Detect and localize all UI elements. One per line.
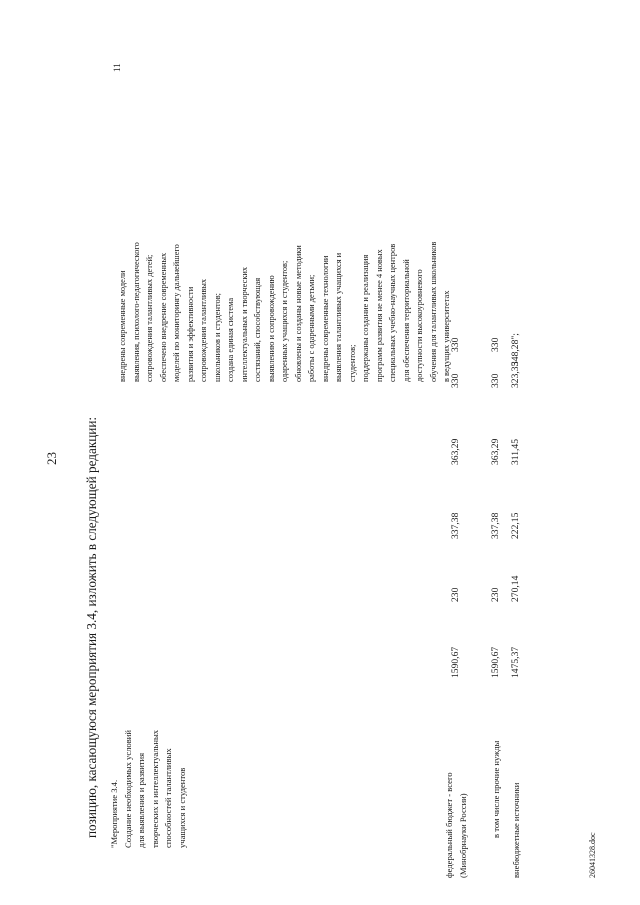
value-cell: 330 (490, 337, 501, 352)
result-line: развития и эффективности (185, 286, 195, 382)
row-label-line: в том числе прочие нужды (491, 740, 501, 838)
measure-title-line: учащихся и студентов (176, 767, 187, 848)
corner-page-number: 11 (112, 63, 122, 72)
value-cell: 348,28"; (510, 333, 521, 366)
row-label-line: внебюджетные источники (511, 782, 521, 878)
value-cell: 337,38 (490, 512, 501, 539)
result-line: состязаний, способствующая (253, 277, 262, 382)
measure-title-line: Создание необходимых условий (122, 730, 133, 848)
value-cell: 270,14 (510, 575, 521, 602)
measure-title-line: для выявления и развития (136, 752, 146, 848)
value-cell: 1475,37 (510, 646, 521, 678)
value-cell: 1590,67 (490, 646, 501, 678)
value-cell: 1590,67 (450, 646, 461, 678)
result-line: в ведущих университетах (442, 290, 451, 382)
result-line: специальных учебно-научных центров (388, 243, 397, 382)
intro-text: позицию, касающуюся мероприятия 3.4, изложить в следующей редакции: (84, 416, 99, 838)
result-line: создана единая система (226, 297, 235, 382)
value-cell: 222,15 (510, 512, 521, 539)
value-cell: 330 (450, 337, 461, 352)
measure-title (108, 730, 189, 848)
result-line: интеллектуальных и творческих (239, 266, 249, 382)
result-line: школьников и студентов; (212, 293, 222, 382)
result-line: программ развития не менее 4 новых (374, 249, 384, 382)
measure-title-line: способностей талантливых (163, 748, 173, 848)
expected-results (116, 242, 454, 382)
footer-filename: 26041328.doc (588, 832, 597, 878)
result-line: внедрены современные модели (118, 270, 127, 382)
value-cell: 230 (450, 587, 461, 602)
row-label-extrabudget (510, 783, 524, 878)
value-cell: 311,45 (510, 438, 521, 465)
result-line: внедрены современные технологии (320, 255, 330, 382)
result-line: для обеспечения территориальной (401, 259, 411, 382)
result-line: выявлению и сопровождению (266, 275, 276, 382)
result-line: обучения для талантливых школьников (428, 241, 438, 382)
value-cell: 323,35 (510, 361, 521, 388)
value-cell: 337,38 (450, 512, 461, 539)
result-line: работы с одаренными детьми; (307, 274, 316, 382)
result-line: доступности высокоуровневого (415, 269, 424, 382)
value-cell: 230 (490, 587, 501, 602)
result-line: обеспечено внедрение современных (158, 252, 168, 382)
value-cell: 330 (450, 373, 461, 388)
value-cell: 330 (490, 373, 501, 388)
result-line: сопровождения талантливых детей; (145, 254, 154, 382)
result-line: обновлены и созданы новые методики (293, 245, 303, 382)
result-line: выявления, психолого-педагогического (131, 242, 141, 382)
result-line: одаренных учащихся и студентов; (280, 260, 289, 382)
row-label-line: (Минобрнауки России) (457, 793, 468, 878)
row-label-other-needs (490, 741, 504, 838)
measure-title-line: творческих и интеллектуальных (149, 729, 160, 848)
page-number: 23 (44, 452, 59, 465)
row-label-federal (443, 772, 470, 878)
value-cell: 363,29 (490, 438, 501, 465)
result-line: студентов; (347, 344, 357, 382)
row-label-line: федеральный бюджет - всего (444, 772, 454, 878)
result-line: моделей по мониторингу дальнейшего (172, 244, 181, 382)
measure-title-line: "Мероприятие 3.4. (109, 779, 119, 848)
result-line: поддержаны создание и реализация (361, 254, 370, 382)
value-cell: 363,29 (450, 438, 461, 465)
result-line: выявления талантливых учащихся и (334, 252, 343, 382)
result-line: сопровождения талантливых (199, 278, 208, 382)
